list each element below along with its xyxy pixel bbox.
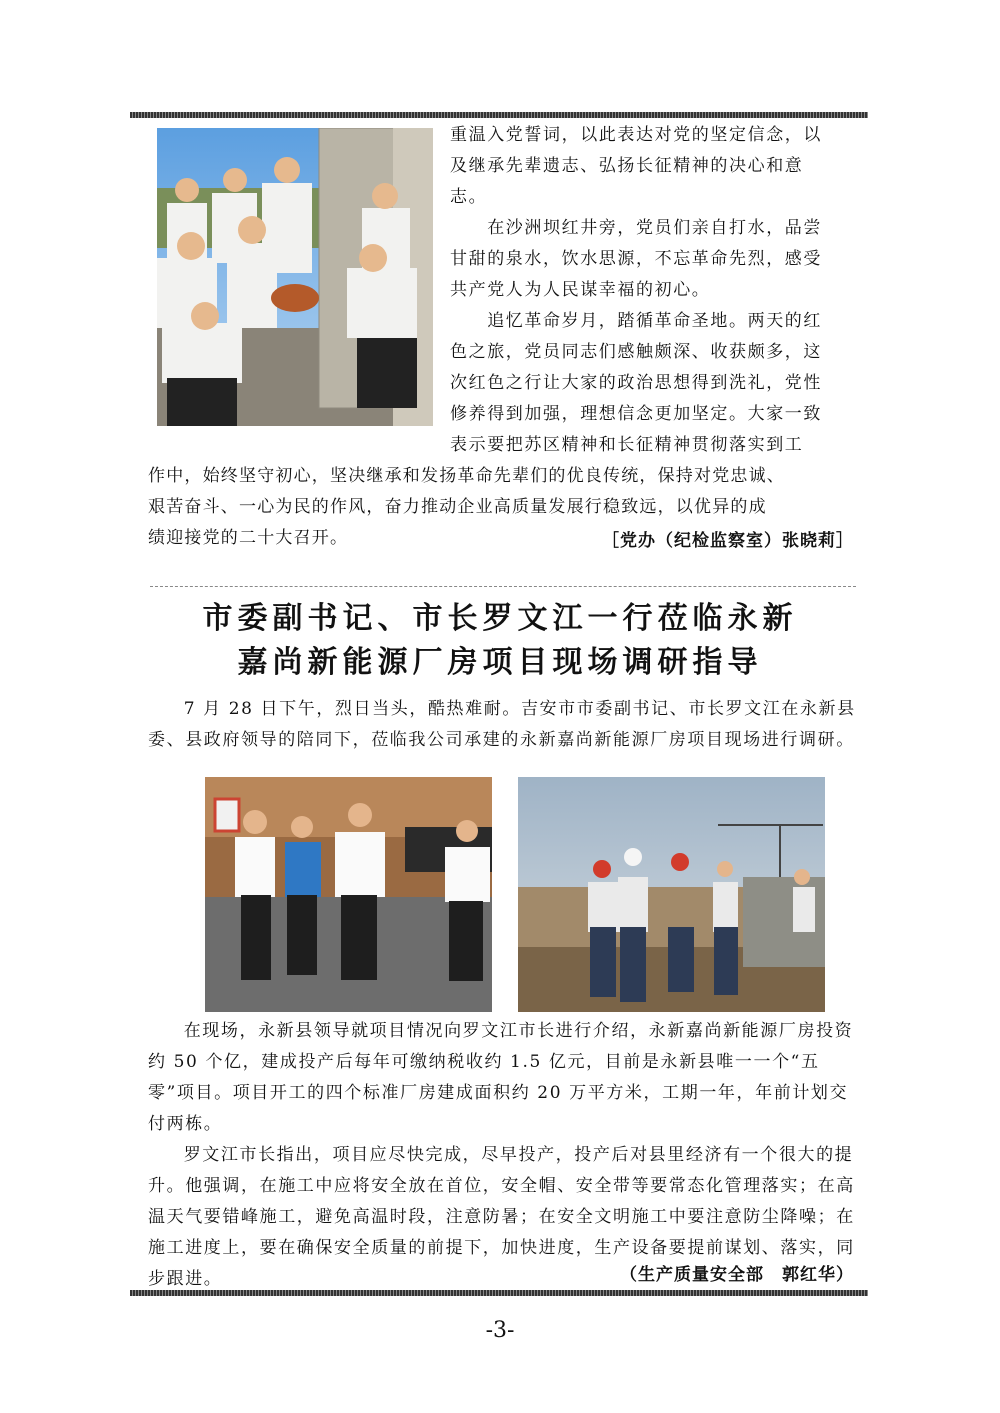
article-body <box>148 1016 863 1295</box>
article-title-line2: 嘉尚新能源厂房项目现场调研指导 <box>237 645 763 680</box>
article-title-line1: 市委副书记、市长罗文江一行莅临永新 <box>202 601 798 636</box>
article-signature: （生产质量安全部 郭红华） <box>620 1265 854 1285</box>
line: 色之旅，党员同志们感触颇深、收获颇多，这 <box>450 342 822 362</box>
line: 在沙洲坝红井旁，党员们亲自打水，品尝 <box>450 218 822 238</box>
line: 作中，始终坚守初心，坚决继承和发扬革命先辈们的优良传统，保持对党忠诚、 <box>148 466 785 486</box>
top-article-wrap-text <box>450 120 860 461</box>
top-border <box>130 112 868 118</box>
line: 艰苦奋斗、一心为民的作风，奋力推动企业高质量发展行稳致远，以优异的成 <box>148 497 767 517</box>
line: 及继承先辈遗志、弘扬长征精神的决心和意 <box>450 156 804 176</box>
top-article-signature: ［党办（纪检监察室）张晓莉］ <box>602 531 854 551</box>
photo-construction-site <box>518 777 825 1012</box>
section-divider <box>150 586 856 587</box>
line: 修养得到加强，理想信念更加坚定。大家一致 <box>450 404 822 424</box>
body-paragraph-1: 在现场，永新县领导就项目情况向罗文江市长进行介绍，永新嘉尚新能源厂房投资约 50 个亿，建成投产后每年可缴纳税收约 1.5 亿元，目前是永新县唯一一个“五零”项目。项目开工的四个标准厂房建成面积约 20 万平方米，工期一年，年前计划交付两栋。 <box>148 1021 854 1134</box>
line: 绩迎接党的二十大召开。 <box>148 528 349 548</box>
line: 共产党人为人民谋幸福的初心。 <box>450 280 711 300</box>
line: 追忆革命岁月，踏循革命圣地。两天的红 <box>450 311 822 331</box>
line: 甘甜的泉水，饮水思源，不忘革命先烈，感受 <box>450 249 822 269</box>
body-paragraph-2: 罗文江市长指出，项目应尽快完成，尽早投产，投产后对县里经济有一个很大的提升。他强调，在施工中应将安全放在首位，安全帽、安全带等要常态化管理落实；在高温天气要错峰施工，避免高温时段，注意防暑；在安全文明施工中要注意防尘降噪；在施工进度上，要在确保安全质量的前提下，加快进度，生产设备要提前谋划、落实，同步跟进。 <box>148 1145 855 1289</box>
article-intro <box>148 694 863 756</box>
bottom-border <box>130 1290 868 1296</box>
intro-paragraph: 7 月 28 日下午，烈日当头，酷热难耐。吉安市市委副书记、市长罗文江在永新县委、县政府领导的陪同下，莅临我公司承建的永新嘉尚新能源厂房项目现场进行调研。 <box>148 699 856 750</box>
photo-officials-visit <box>205 777 492 1012</box>
photo-red-well <box>157 128 433 426</box>
line: 表示要把苏区精神和长征精神贯彻落实到工 <box>450 435 804 455</box>
line: 次红色之行让大家的政治思想得到洗礼，党性 <box>450 373 822 393</box>
line: 重温入党誓词，以此表达对党的坚定信念，以 <box>450 125 822 145</box>
page-number: -3- <box>485 1318 515 1343</box>
line: 志。 <box>450 187 488 207</box>
